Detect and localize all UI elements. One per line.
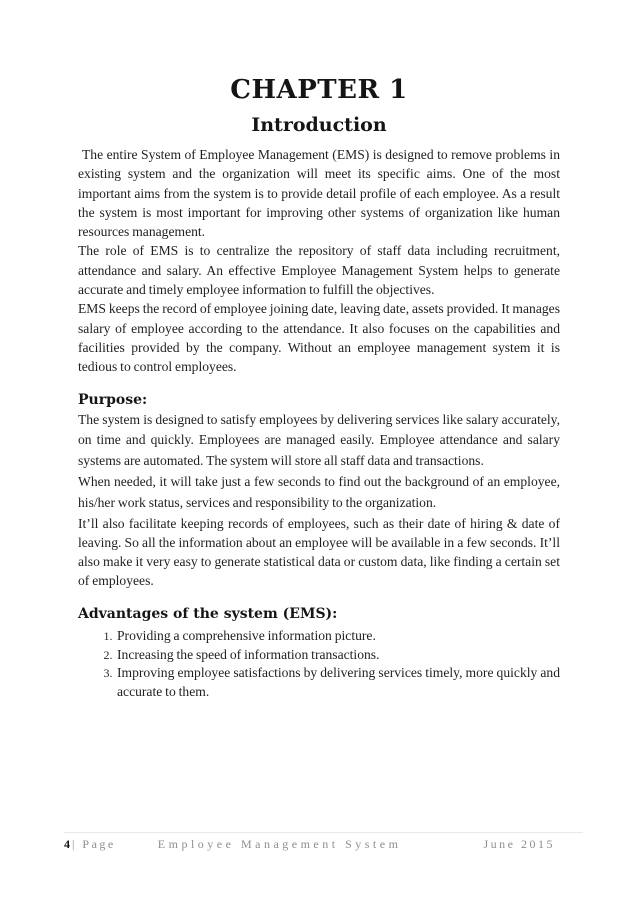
- footer-page-group: [64, 837, 116, 852]
- purpose-heading: Purpose:: [78, 391, 148, 408]
- advantages-list-item-1: 1. Providing a comprehensive information picture.: [115, 627, 560, 646]
- introduction-text: [78, 145, 560, 377]
- intro-paragraph-3: EMS keeps the record of employee joining date, leaving date, assets provided. It manages salary of employee according to the attendance. It also focuses on the capabilities and facilities provided by the company. Without an employee management system it is tedious to control employees.: [78, 301, 560, 375]
- page-footer: [64, 832, 583, 852]
- intro-paragraph-2: The role of EMS is to centralize the repository of staff data including recruitment, attendance and salary. An effective Employee Management System helps to generate accurate and timely employee information to fulfill the objectives.: [78, 243, 560, 298]
- advantages-heading: Advantages of the system (EMS):: [78, 605, 338, 622]
- footer-document-title: Employee Management System: [157, 837, 402, 851]
- intro-paragraph-1: The entire System of Employee Management (EMS) is designed to remove problems in existing system and the organization will meet its specific aims. One of the most important aims from the system is to provide detail profile of each employee. As a result the system is most important for improving other systems of organization like human resources management.: [78, 147, 560, 240]
- footer-page-label: | Page: [72, 837, 116, 851]
- purpose-paragraph-3: It’ll also facilitate keeping records of employees, such as their date of hiring & date of leaving. So all the information about an employee will be available in a few seconds. It’ll also make it very easy to generate statistical data or custom data, like finding a certain set of employees.: [78, 515, 560, 589]
- advantages-list-item-2: 2. Increasing the speed of information transactions.: [115, 646, 560, 665]
- footer-page-number: 4: [64, 837, 71, 851]
- footer-date: June 2015: [483, 837, 555, 851]
- chapter-heading: CHAPTER 1: [230, 75, 408, 105]
- purpose-text: [78, 410, 560, 591]
- advantages-list-item-3: 3. Improving employee satisfactions by delivering services timely, more quickly and accurate to them.: [115, 664, 560, 702]
- purpose-paragraph-2: When needed, it will take just a few seconds to find out the background of an employee, his/her work status, services and responsibility to the organization.: [78, 473, 560, 510]
- purpose-paragraph-1: The system is designed to satisfy employees by delivering services like salary accurately, on time and quickly. Employees are managed easily. Employee attendance and salary systems are automated. The system will store all staff data and transactions.: [78, 411, 560, 469]
- section-heading: Introduction: [251, 114, 387, 136]
- advantages-list: [78, 627, 560, 702]
